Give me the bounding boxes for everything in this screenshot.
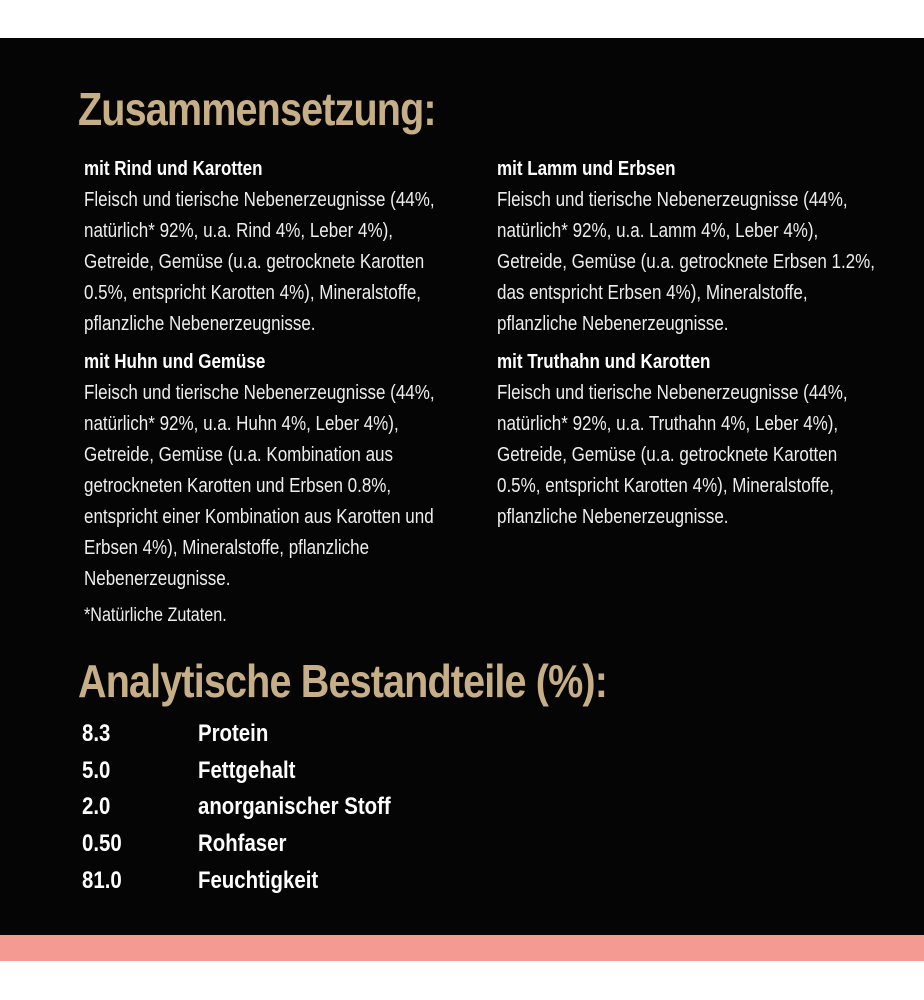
- composition-line: natürlich* 92%, u.a. Lamm 4%, Leber 4%),: [497, 220, 819, 242]
- analysis-row: [82, 862, 582, 899]
- composition-block-text: [497, 378, 871, 533]
- composition-line: pflanzliche Nebenerzeugnisse.: [497, 313, 729, 335]
- composition-line: pflanzliche Nebenerzeugnisse.: [497, 506, 729, 528]
- composition-line: Getreide, Gemüse (u.a. Kombination aus: [84, 444, 394, 466]
- analysis-row: [82, 789, 582, 826]
- composition-line: natürlich* 92%, u.a. Truthahn 4%, Leber 4%),: [497, 413, 839, 435]
- analysis-value: 81.0: [82, 866, 122, 894]
- composition-block: [497, 154, 924, 340]
- composition-line: Nebenerzeugnisse.: [84, 568, 231, 590]
- composition-block-title: mit Lamm und Erbsen: [497, 158, 676, 180]
- analysis-row: [82, 753, 582, 790]
- bottom-margin: [0, 961, 924, 1000]
- composition-line: das entspricht Erbsen 4%), Mineralstoffe,: [497, 282, 808, 304]
- analysis-value: 8.3: [82, 720, 111, 748]
- analysis-table: [82, 716, 582, 899]
- composition-line: Fleisch und tierische Nebenerzeugnisse (44%,: [497, 382, 848, 404]
- composition-line: Fleisch und tierische Nebenerzeugnisse (44%,: [84, 382, 435, 404]
- analysis-value: 5.0: [82, 756, 111, 784]
- composition-line: Getreide, Gemüse (u.a. getrocknete Karotten: [84, 251, 425, 273]
- composition-line: pflanzliche Nebenerzeugnisse.: [84, 313, 316, 335]
- composition-block: [497, 347, 924, 533]
- top-margin: [0, 0, 924, 38]
- footnote: *Natürliche Zutaten.: [84, 605, 227, 626]
- analysis-label: Protein: [198, 720, 269, 748]
- analysis-label: Fettgehalt: [198, 756, 296, 784]
- analysis-heading: Analytische Bestandteile (%):: [78, 655, 608, 707]
- composition-block-title: mit Huhn und Gemüse: [84, 351, 266, 373]
- composition-line: 0.5%, entspricht Karotten 4%), Mineralstoffe,: [84, 282, 422, 304]
- analysis-row: [82, 716, 582, 753]
- composition-heading: Zusammensetzung:: [78, 83, 436, 135]
- composition-block-text: [84, 185, 458, 340]
- composition-block-text: [497, 185, 875, 340]
- analysis-value: 0.50: [82, 830, 122, 858]
- composition-block: [84, 154, 524, 340]
- composition-left-column: [84, 154, 524, 602]
- analysis-label: Feuchtigkeit: [198, 866, 319, 894]
- composition-line: natürlich* 92%, u.a. Rind 4%, Leber 4%),: [84, 220, 394, 242]
- info-panel: [0, 38, 924, 935]
- analysis-row: [82, 826, 582, 863]
- composition-line: Erbsen 4%), Mineralstoffe, pflanzliche: [84, 537, 370, 559]
- composition-line: Getreide, Gemüse (u.a. getrocknete Erbsen 1.2%,: [497, 251, 875, 273]
- composition-line: entspricht einer Kombination aus Karotten und: [84, 506, 434, 528]
- composition-line: natürlich* 92%, u.a. Huhn 4%, Leber 4%),: [84, 413, 399, 435]
- composition-line: getrockneten Karotten und Erbsen 0.8%,: [84, 475, 392, 497]
- accent-bar: [0, 935, 924, 961]
- composition-block-text: [84, 378, 458, 595]
- composition-line: Fleisch und tierische Nebenerzeugnisse (44%,: [497, 189, 848, 211]
- composition-right-column: [497, 154, 924, 540]
- analysis-label: Rohfaser: [198, 830, 287, 858]
- composition-line: Getreide, Gemüse (u.a. getrocknete Karotten: [497, 444, 838, 466]
- composition-block-title: mit Truthahn und Karotten: [497, 351, 711, 373]
- composition-block-title: mit Rind und Karotten: [84, 158, 263, 180]
- composition-line: 0.5%, entspricht Karotten 4%), Mineralstoffe,: [497, 475, 835, 497]
- analysis-label: anorganischer Stoff: [198, 793, 391, 821]
- composition-line: Fleisch und tierische Nebenerzeugnisse (44%,: [84, 189, 435, 211]
- analysis-value: 2.0: [82, 793, 111, 821]
- composition-block: [84, 347, 524, 595]
